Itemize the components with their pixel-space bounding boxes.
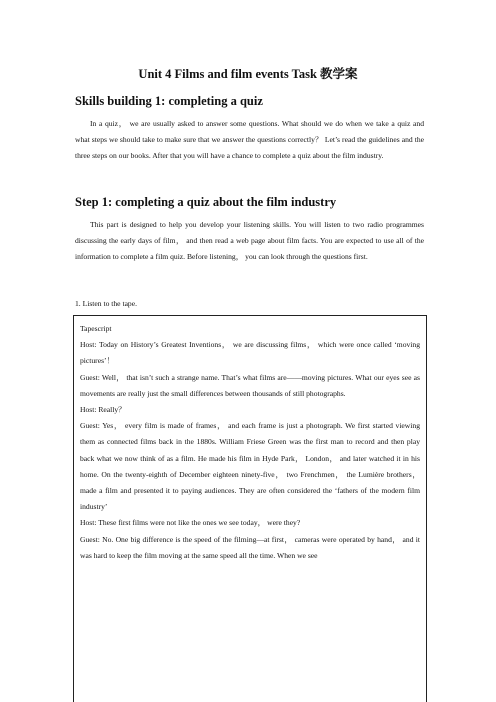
tapescript-line: Host: Really？ xyxy=(80,405,126,415)
page-title: Unit 4 Films and film events Task 教学案 xyxy=(138,67,358,81)
tapescript-label: Tapescript xyxy=(80,324,112,333)
list-item-listen: 1. Listen to the tape. xyxy=(75,299,137,308)
intro-paragraph: In a quiz， we are usually asked to answer some questions. What should we do when we take a quiz and what steps we should take to make sure that we answer the questions correctly？ Let’s read the guidelines and the three steps on our books. After that you will have a chance to complete a quiz about the film industry. xyxy=(75,119,424,161)
tapescript-line: Guest: Yes， every film is made of frames， and each frame is just a photograph. We first started viewing them as connected films back in the 1880s. William Friese Green was the first man to record and then play back what we now think of as a film. He made his film in Hyde Park， London， and later watched it in his home. On the twenty-eighth of December eighteen ninety-five， two Frenchmen， the Lumière brothers， made a film and presented it to paying audiences. They are often considered the ‘fathers of the modern film industry’ xyxy=(80,421,420,512)
tapescript-line: Host: Today on History’s Greatest Inventions， we are discussing films， which were once called ‘moving pictures’！ xyxy=(80,340,420,366)
tapescript-line: Host: These first films were not like the ones we see today， were they? xyxy=(80,518,301,528)
tapescript-box xyxy=(73,315,427,702)
section-heading-skills-building: Skills building 1: completing a quiz xyxy=(75,94,263,108)
section-heading-step1: Step 1: completing a quiz about the film industry xyxy=(75,195,337,209)
tapescript-line: Guest: No. One big difference is the speed of the filming—at first， cameras were operated by hand， and it was hard to keep the film moving at the same speed all the time. When we see xyxy=(80,534,420,560)
tapescript-line: Guest: Well， that isn’t such a strange name. That’s what films are——moving pictures. What our eyes see as movements are really just the small differences between thousands of still photographs. xyxy=(80,372,420,398)
step1-paragraph: This part is designed to help you develop your listening skills. You will listen to two radio programmes discussing the early days of film， and then read a web page about film facts. You are expected to use all of the information to complete a film quiz. Before listening， you can look through the questions first. xyxy=(75,220,424,262)
